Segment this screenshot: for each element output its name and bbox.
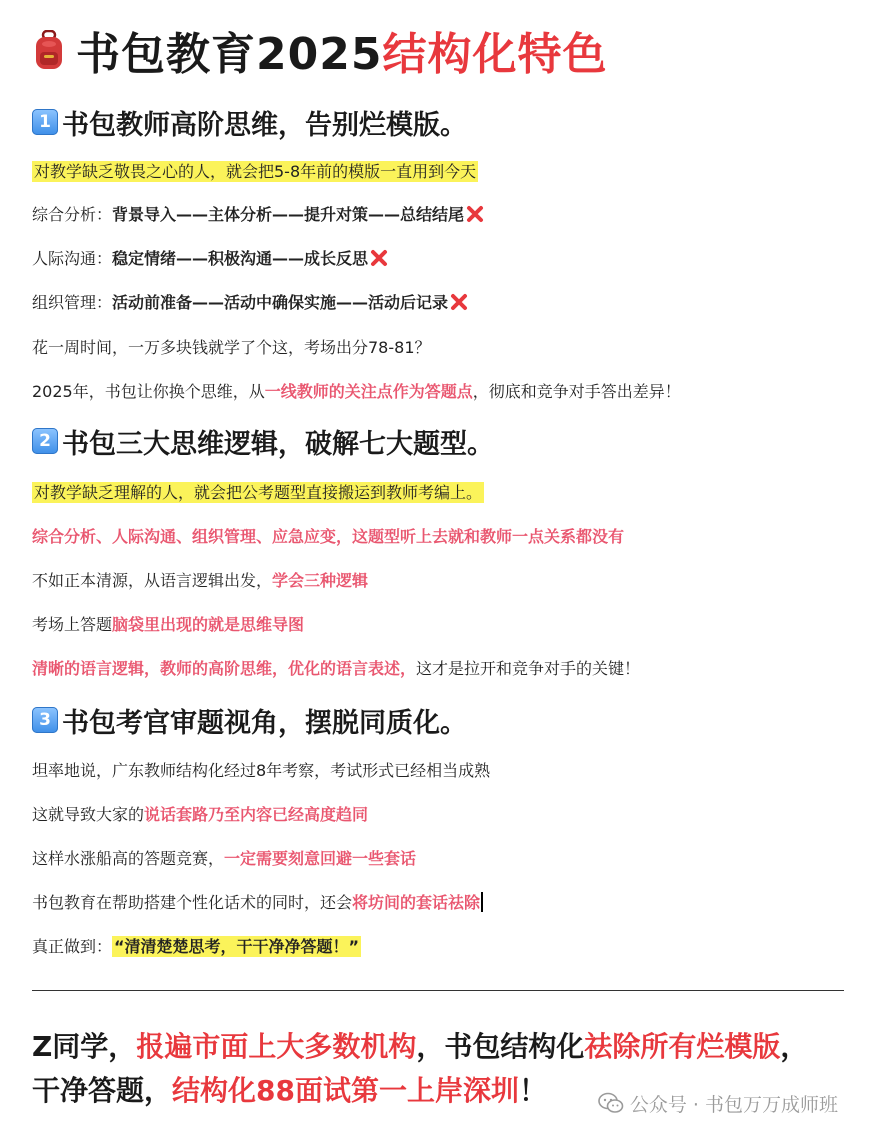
page-title [32,22,607,78]
section2-heading-text: 书包三大思维逻辑，破解七大题型。 [62,428,494,460]
cross-mark-icon [370,249,388,267]
section2-highlight-line: 对教学缺乏理解的人，就会把公考题型直接搬运到教师考编上。 [34,483,483,502]
section3-line-slogan: 真正做到： “清清楚楚思考，干干净净答题！” [32,937,360,956]
section2-pink-line: 综合分析、人际沟通、组织管理、应急应变，这题型听上去就和教师一点关系都没有 [32,527,625,546]
number-two-icon: 2 [32,428,58,454]
watermark [594,1088,842,1118]
footer-testimonial: Z同学，报遍市面上大多数机构，书包结构化祛除所有烂模版，干净答题，结构化88面试第一上岸深圳！ [32,1030,809,1107]
section2-heading [32,423,494,459]
section3-line-remove: 书包教育在帮助搭建个性化话术的同时，还会将坊间的套话祛除 [32,891,483,915]
cross-mark-icon [450,293,468,311]
number-three-icon: 3 [32,707,58,733]
number-one-icon: 1 [32,109,58,135]
text-cursor [481,892,483,912]
section2-line-logic: 不如正本清源，从语言逻辑出发，学会三种逻辑 [32,571,369,590]
section1-line-2025: 2025年，书包让你换个思维，从一线教师的关注点作为答题点，彻底和竞争对手答出差异！ [32,382,681,401]
section1-highlight-line: 对教学缺乏敬畏之心的人，就会把5-8年前的模版一直用到今天 [34,162,477,181]
section3-line-avoid: 这样水涨船高的答题竞赛，一定需要刻意回避一些套话 [32,849,417,868]
section1-heading [32,104,467,140]
section3-heading-text: 书包考官审题视角，摆脱同质化。 [62,707,467,739]
section2-line-mindmap: 考场上答题脑袋里出现的就是思维导图 [32,615,305,634]
section3-line-mature: 坦率地说，广东教师结构化经过8年考察，考试形式已经相当成熟 [32,761,491,780]
title-red-part: 结构化特色 [382,29,608,80]
watermark-text: 公众号 · 书包万万成师班 [629,1093,838,1116]
section3-line-converge: 这就导致大家的说话套路乃至内容已经高度趋同 [32,805,369,824]
cross-mark-icon [466,205,484,223]
divider-line [32,990,844,991]
section1-line-cost: 花一周时间，一万多块钱就学了个这，考场出分78-81？ [32,338,431,357]
section2-line-key: 清晰的语言逻辑，教师的高阶思维，优化的语言表述，这才是拉开和竞争对手的关键！ [32,659,641,678]
section1-item-communication: 人际沟通：稳定情绪——积极沟通——成长反思 [32,247,388,271]
section1-heading-text: 书包教师高阶思维，告别烂模版。 [62,109,467,141]
backpack-icon [32,30,66,70]
title-black-part: 书包教育2025 [76,29,383,80]
wechat-icon [598,1092,624,1114]
section1-item-analysis: 综合分析：背景导入——主体分析——提升对策——总结结尾 [32,203,484,227]
section1-item-organization: 组织管理：活动前准备——活动中确保实施——活动后记录 [32,291,468,315]
section3-heading [32,702,467,738]
